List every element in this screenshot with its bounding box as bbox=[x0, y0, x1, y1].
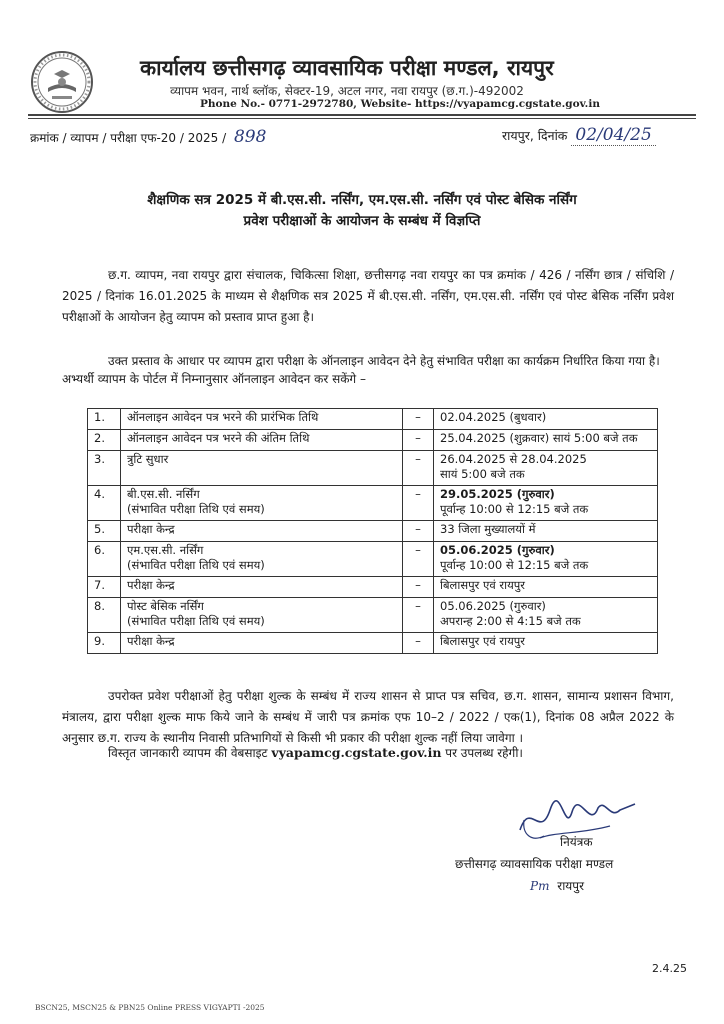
row-item-subtext: (संभावित परीक्षा तिथि एवं समय) bbox=[127, 614, 265, 628]
schedule-row-value bbox=[434, 430, 658, 451]
schedule-row-number bbox=[88, 430, 121, 451]
office-contact: Phone No.- 0771-2972780, Website- https://vyapamcg.cgstate.gov.in bbox=[200, 98, 600, 110]
schedule-row bbox=[88, 486, 658, 521]
row-number-text: 2. bbox=[94, 431, 105, 445]
row-value-subtext: सायं 5:00 बजे तक bbox=[440, 467, 525, 481]
row-item-subtext: (संभावित परीक्षा तिथि एवं समय) bbox=[127, 558, 265, 572]
office-address: व्यापम भवन, नार्थ ब्लॉक, सेक्टर-19, अटल नगर, नवा रायपुर (छ.ग.)-492002 bbox=[170, 84, 524, 98]
row-dash-text: – bbox=[415, 634, 421, 648]
schedule-row-dash bbox=[403, 542, 434, 577]
schedule-row-value bbox=[434, 409, 658, 430]
row-number-text: 9. bbox=[94, 634, 105, 648]
footer-reference: BSCN25, MSCN25 & PBN25 Online PRESS VIGYAPTI -2025 bbox=[35, 1003, 265, 1012]
row-dash-text: – bbox=[415, 543, 421, 557]
schedule-row bbox=[88, 542, 658, 577]
schedule-row-dash bbox=[403, 430, 434, 451]
office-title: कार्यालय छत्तीसगढ़ व्यावसायिक परीक्षा मण्डल, रायपुर bbox=[140, 56, 554, 80]
row-item-text: पोस्ट बेसिक नर्सिंग bbox=[127, 599, 204, 613]
notice-date: 02/04/25 bbox=[571, 125, 655, 146]
schedule-row-item bbox=[121, 633, 403, 654]
paragraph-3: अभ्यर्थी व्यापम के पोर्टल में निम्नानुसार ऑनलाइन आवेदन कर सकेंगे – bbox=[62, 372, 366, 386]
row-number-text: 3. bbox=[94, 452, 105, 466]
schedule-row-number bbox=[88, 521, 121, 542]
schedule-row-value bbox=[434, 486, 658, 521]
row-value-text: 05.06.2025 (गुरुवार) bbox=[440, 543, 555, 557]
schedule-row-item bbox=[121, 409, 403, 430]
paragraph-website bbox=[62, 742, 674, 764]
paragraph-fee-text: उपरोक्त प्रवेश परीक्षाओं हेतु परीक्षा शुल्क के सम्बंध में राज्य शासन से प्राप्त पत्र सचिव, छ.ग. शासन, सामान्य प्रशासन विभाग, मंत्रालय, द्वारा परीक्षा शुल्क माफ किये जाने के सम्बंध में जारी पत्र क्रमांक एफ 10–2 / 2022 / एक(1), दिनांक 08 अप्रैल 2022 के अनुसार छ.ग. राज्य के स्थानीय निवासी प्रतिभागियों से किसी भी प्रकार की परीक्षा शुल्क नहीं लिया जावेगा । bbox=[62, 689, 674, 745]
schedule-row-item bbox=[121, 577, 403, 598]
subject-line-1: शैक्षणिक सत्र 2025 में बी.एस.सी. नर्सिंग, एम.एस.सी. नर्सिंग एवं पोस्ट बेसिक नर्सिंग bbox=[147, 192, 577, 208]
schedule-row bbox=[88, 598, 658, 633]
schedule-row-item bbox=[121, 521, 403, 542]
schedule-row-value bbox=[434, 633, 658, 654]
row-value-subtext: पूर्वान्ह 10:00 से 12:15 बजे तक bbox=[440, 558, 589, 572]
row-value-text: 02.04.2025 (बुधवार) bbox=[440, 410, 547, 424]
row-item-text: ऑनलाइन आवेदन पत्र भरने की प्रारंभिक तिथि bbox=[127, 410, 319, 424]
row-dash-text: – bbox=[415, 522, 421, 536]
schedule-row bbox=[88, 409, 658, 430]
row-item-text: परीक्षा केन्द्र bbox=[127, 578, 175, 592]
signatory-designation: नियंत्रक bbox=[560, 835, 593, 849]
website-suffix: पर उपलब्ध रहेगी। bbox=[445, 746, 523, 760]
schedule-table-body bbox=[88, 409, 658, 654]
schedule-row-value bbox=[434, 577, 658, 598]
row-value-text: बिलासपुर एवं रायपुर bbox=[440, 578, 525, 592]
row-item-text: परीक्षा केन्द्र bbox=[127, 634, 175, 648]
schedule-row-dash bbox=[403, 521, 434, 542]
schedule-row-item bbox=[121, 598, 403, 633]
row-value-text: 33 जिला मुख्यालयों में bbox=[440, 522, 536, 536]
row-number-text: 5. bbox=[94, 522, 105, 536]
schedule-row-dash bbox=[403, 486, 434, 521]
row-item-text: ऑनलाइन आवेदन पत्र भरने की अंतिम तिथि bbox=[127, 431, 310, 445]
row-number-text: 6. bbox=[94, 543, 105, 557]
subject-line-2: प्रवेश परीक्षाओं के आयोजन के सम्बंध में विज्ञप्ति bbox=[243, 213, 481, 229]
website-prefix: विस्तृत जानकारी व्यापम की वेबसाइट bbox=[108, 746, 268, 760]
schedule-row-number bbox=[88, 577, 121, 598]
schedule-row bbox=[88, 451, 658, 486]
schedule-row-dash bbox=[403, 577, 434, 598]
row-value-text: बिलासपुर एवं रायपुर bbox=[440, 634, 525, 648]
row-dash-text: – bbox=[415, 410, 421, 424]
header-divider bbox=[28, 114, 696, 119]
schedule-row-item bbox=[121, 542, 403, 577]
notice-subject bbox=[60, 190, 664, 232]
signatory-city-name: रायपुर bbox=[557, 879, 584, 893]
row-item-text: एम.एस.सी. नर्सिंग bbox=[127, 543, 204, 557]
row-value-text: 25.04.2025 (शुक्रवार) सायं 5:00 बजे तक bbox=[440, 431, 638, 445]
schedule-row-value bbox=[434, 542, 658, 577]
row-item-text: परीक्षा केन्द्र bbox=[127, 522, 175, 536]
row-dash-text: – bbox=[415, 431, 421, 445]
signatory-initials: Pm bbox=[530, 879, 550, 893]
paragraph-1 bbox=[62, 265, 674, 328]
schedule-row-dash bbox=[403, 633, 434, 654]
schedule-row-number bbox=[88, 542, 121, 577]
schedule-row bbox=[88, 430, 658, 451]
place-date bbox=[502, 125, 656, 145]
schedule-row-item bbox=[121, 430, 403, 451]
schedule-row-number bbox=[88, 451, 121, 486]
row-dash-text: – bbox=[415, 487, 421, 501]
schedule-row bbox=[88, 633, 658, 654]
handwritten-date-note: 2.4.25 bbox=[652, 962, 687, 975]
schedule-row bbox=[88, 521, 658, 542]
row-item-subtext: (संभावित परीक्षा तिथि एवं समय) bbox=[127, 502, 265, 516]
schedule-row-item bbox=[121, 486, 403, 521]
schedule-row-value bbox=[434, 451, 658, 486]
schedule-table bbox=[87, 408, 658, 654]
row-dash-text: – bbox=[415, 578, 421, 592]
paragraph-2-text: उक्त प्रस्ताव के आधार पर व्यापम द्वारा परीक्षा के ऑनलाइन आवेदन देने हेतु संभावित परीक्षा का कार्यक्रम निर्धारित किया गया है। bbox=[108, 354, 660, 368]
row-dash-text: – bbox=[415, 452, 421, 466]
schedule-row-number bbox=[88, 633, 121, 654]
row-number-text: 4. bbox=[94, 487, 105, 501]
row-dash-text: – bbox=[415, 599, 421, 613]
row-value-text: 05.06.2025 (गुरुवार) bbox=[440, 599, 546, 613]
paragraph-fee bbox=[62, 686, 674, 749]
schedule-row-dash bbox=[403, 451, 434, 486]
schedule-row-value bbox=[434, 598, 658, 633]
row-item-text: त्रुटि सुधार bbox=[127, 452, 169, 466]
schedule-row-number bbox=[88, 598, 121, 633]
row-number-text: 7. bbox=[94, 578, 105, 592]
row-value-subtext: पूर्वान्ह 10:00 से 12:15 बजे तक bbox=[440, 502, 589, 516]
schedule-row-dash bbox=[403, 598, 434, 633]
row-number-text: 1. bbox=[94, 410, 105, 424]
row-value-text: 29.05.2025 (गुरुवार) bbox=[440, 487, 555, 501]
schedule-row-dash bbox=[403, 409, 434, 430]
paragraph-1-text: छ.ग. व्यापम, नवा रायपुर द्वारा संचालक, चिकित्सा शिक्षा, छत्तीसगढ़ नवा रायपुर का पत्र क्रमांक / 426 / नर्सिंग छात्र / संचिशि / 2025 / दिनांक 16.01.2025 के माध्यम से शैक्षणिक सत्र 2025 में बी.एस.सी. नर्सिंग, एम.एस.सी. नर्सिंग एवं पोस्ट बेसिक नर्सिंग प्रवेश परीक्षाओं के आयोजन हेतु व्यापम को प्रस्ताव प्राप्त हुआ है। bbox=[62, 268, 674, 324]
website-link[interactable]: vyapamcg.cgstate.gov.in bbox=[271, 745, 442, 760]
schedule-row-item bbox=[121, 451, 403, 486]
row-number-text: 8. bbox=[94, 599, 105, 613]
row-value-subtext: अपरान्ह 2:00 से 4:15 बजे तक bbox=[440, 614, 581, 628]
reference-number: 898 bbox=[233, 127, 267, 147]
schedule-row-value bbox=[434, 521, 658, 542]
signatory-city bbox=[530, 877, 584, 894]
schedule-row-number bbox=[88, 486, 121, 521]
schedule-row-number bbox=[88, 409, 121, 430]
signatory-organization: छत्तीसगढ़ व्यावसायिक परीक्षा मण्डल bbox=[455, 857, 614, 871]
reference-prefix: क्रमांक / व्यापम / परीक्षा एफ-20 / 2025 / bbox=[30, 131, 227, 145]
schedule-row bbox=[88, 577, 658, 598]
reference-line bbox=[30, 127, 266, 147]
place-date-label: रायपुर, दिनांक bbox=[502, 128, 568, 143]
row-item-text: बी.एस.सी. नर्सिंग bbox=[127, 487, 200, 501]
vyapam-emblem-icon bbox=[30, 50, 94, 114]
row-value-text: 26.04.2025 से 28.04.2025 bbox=[440, 452, 587, 466]
